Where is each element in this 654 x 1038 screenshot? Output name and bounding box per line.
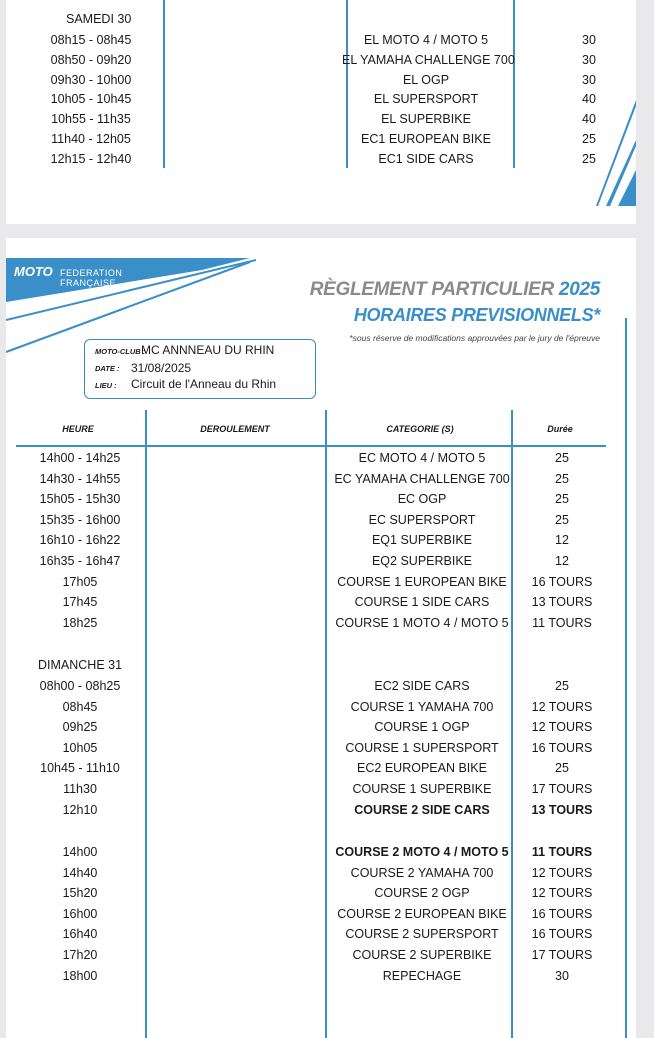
cell-time: 16h40 — [62, 927, 98, 942]
day-label: SAMEDI 30 — [66, 12, 132, 26]
cell-time: 17h05 — [62, 574, 98, 589]
cell-time: 15h20 — [62, 886, 98, 901]
cell-time: 18h25 — [62, 615, 98, 630]
cell-time: 16h35 - 16h47 — [39, 554, 121, 568]
cell-category: EL MOTO 4 / MOTO 5 — [363, 33, 489, 47]
cell-category: EL SUPERBIKE — [381, 112, 471, 127]
cell-time: 15h05 - 15h30 — [39, 492, 121, 507]
date-label: DATE : — [95, 364, 120, 373]
cell-time: 12h10 — [62, 802, 98, 817]
cell-duration: 30 — [582, 52, 596, 67]
cell-time: 08h15 - 08h45 — [50, 33, 132, 47]
cell-category: EC1 SIDE CARS — [378, 151, 474, 166]
date-value: 31/08/2025 — [131, 361, 192, 375]
cell-duration: 13 TOURS — [531, 802, 593, 817]
table-row — [0, 907, 630, 927]
day-label: DIMANCHE 31 — [38, 658, 123, 672]
table-row — [0, 679, 630, 699]
club-label: MOTO-CLUB : — [95, 347, 146, 356]
cell-category: EQ2 SUPERBIKE — [371, 554, 473, 568]
federation-line-2: FRANÇAISE — [60, 278, 117, 288]
cell-duration: 17 TOURS — [531, 948, 593, 962]
cell-category: COURSE 1 YAMAHA 700 — [350, 699, 494, 714]
table-row — [0, 845, 630, 865]
cell-time: 14h00 — [62, 845, 98, 859]
table-row — [0, 554, 630, 574]
table-row — [6, 152, 636, 172]
cell-duration: 16 TOURS — [531, 927, 593, 942]
table-row — [0, 472, 630, 492]
cell-time: 09h25 — [62, 720, 98, 735]
cell-duration: 25 — [555, 471, 569, 486]
cell-category: EL OGP — [402, 72, 450, 87]
cell-duration: 25 — [555, 512, 569, 527]
cell-duration: 12 TOURS — [531, 699, 593, 714]
cell-time: 14h40 — [62, 865, 98, 880]
cell-category: COURSE 1 EUROPEAN BIKE — [337, 574, 507, 589]
table-row — [6, 73, 636, 93]
cell-duration: 13 TOURS — [531, 595, 593, 610]
cell-duration: 25 — [555, 451, 569, 465]
cell-category: EC MOTO 4 / MOTO 5 — [358, 451, 486, 465]
cell-duration: 12 — [555, 554, 569, 568]
table-row — [0, 575, 630, 595]
title-year: 2025 — [558, 279, 600, 300]
cell-duration: 40 — [582, 92, 596, 107]
table-row — [0, 700, 630, 720]
cell-duration: 16 TOURS — [531, 574, 593, 589]
cell-category: EL YAMAHA CHALLENGE 700 — [342, 52, 515, 67]
cell-time: 10h45 - 11h10 — [40, 761, 120, 776]
corner-decoration-icon — [596, 100, 636, 210]
cell-category: EC1 EUROPEAN BIKE — [361, 132, 491, 146]
cell-duration: 25 — [582, 132, 596, 146]
cell-duration: 17 TOURS — [531, 782, 593, 796]
cell-category: COURSE 1 SUPERBIKE — [352, 782, 492, 796]
table-row — [0, 741, 630, 761]
cell-time: 10h05 - 10h45 — [50, 92, 132, 107]
cell-category: COURSE 2 MOTO 4 / MOTO 5 — [335, 845, 509, 859]
cell-duration: 40 — [582, 112, 596, 127]
cell-time: 08h50 - 09h20 — [50, 52, 132, 67]
cell-duration: 30 — [582, 33, 596, 47]
column-header-time: HEURE — [62, 424, 94, 434]
cell-duration: 25 — [555, 761, 569, 776]
cell-category: COURSE 2 YAMAHA 700 — [350, 865, 494, 880]
cell-duration: 11 TOURS — [532, 615, 592, 630]
table-row — [0, 492, 630, 512]
club-value: MC ANNNEAU DU RHIN — [141, 343, 275, 357]
cell-duration: 16 TOURS — [531, 740, 593, 755]
table-row — [0, 969, 630, 989]
cell-time: 14h00 - 14h25 — [39, 451, 121, 465]
table-row — [6, 92, 636, 112]
cell-duration: 16 TOURS — [531, 906, 593, 921]
place-label: LIEU : — [95, 381, 117, 390]
table-row — [6, 112, 636, 132]
cell-category: COURSE 2 OGP — [374, 886, 470, 901]
cell-duration: 12 TOURS — [531, 720, 593, 735]
table-row — [0, 782, 630, 802]
cell-duration: 30 — [582, 72, 596, 87]
cell-category: EC2 SIDE CARS — [374, 679, 470, 693]
table-row — [0, 927, 630, 947]
cell-category: COURSE 2 SUPERBIKE — [352, 948, 492, 962]
column-header-program: DEROULEMENT — [200, 424, 270, 434]
cell-time: 17h45 — [62, 595, 98, 610]
table-row — [0, 761, 630, 781]
cell-duration: 25 — [555, 492, 569, 507]
table-row — [0, 803, 630, 823]
cell-time: 09h30 - 10h00 — [50, 72, 132, 87]
cell-time: 17h20 — [62, 948, 98, 962]
cell-time: 18h00 — [62, 968, 98, 983]
cell-category: EL SUPERSPORT — [373, 92, 479, 107]
cell-category: EC2 EUROPEAN BIKE — [357, 761, 487, 776]
schedule-page-previous — [6, 0, 636, 224]
cell-category: EC YAMAHA CHALLENGE 700 — [334, 471, 510, 486]
cell-time: 14h30 - 14h55 — [39, 471, 121, 486]
cell-category: COURSE 1 SIDE CARS — [354, 595, 490, 610]
table-row — [0, 866, 630, 886]
header-underline — [16, 445, 606, 447]
cell-time: 08h45 — [62, 699, 98, 714]
cell-time: 10h55 - 11h35 — [51, 112, 131, 127]
cell-category: EQ1 SUPERBIKE — [371, 533, 473, 548]
table-row — [0, 886, 630, 906]
federation-line-1: FEDERATION — [60, 268, 123, 278]
cell-time: 16h10 - 16h22 — [39, 533, 121, 548]
cell-duration: 11 TOURS — [531, 845, 593, 859]
cell-time: 15h35 - 16h00 — [39, 512, 121, 527]
cell-category: COURSE 1 MOTO 4 / MOTO 5 — [335, 615, 509, 630]
cell-time: 10h05 — [62, 740, 98, 755]
cell-duration: 30 — [555, 968, 569, 983]
page-title — [310, 279, 600, 301]
cell-duration: 12 TOURS — [531, 886, 593, 901]
table-row — [0, 451, 630, 471]
cell-time: 11h40 - 12h05 — [51, 132, 131, 146]
table-row — [6, 132, 636, 152]
cell-time: 16h00 — [62, 906, 98, 921]
table-row — [6, 33, 636, 53]
table-row — [0, 720, 630, 740]
cell-duration: 12 — [555, 533, 569, 548]
cell-category: COURSE 2 EUROPEAN BIKE — [337, 906, 507, 921]
table-row — [0, 616, 630, 636]
table-row — [0, 948, 630, 968]
table-row — [0, 533, 630, 553]
disclaimer-note: *sous réserve de modifications approuvées par le jury de l'épreuve — [349, 333, 600, 343]
cell-time: 11h30 — [63, 782, 97, 796]
cell-time: 12h15 - 12h40 — [50, 151, 132, 166]
column-header-duration: Durée — [547, 424, 573, 434]
page-subtitle: HORAIRES PREVISIONNELS* — [353, 305, 600, 325]
cell-category: COURSE 2 SIDE CARS — [354, 802, 490, 817]
cell-category: EC OGP — [397, 492, 447, 507]
table-row — [0, 595, 630, 615]
cell-duration: 25 — [555, 679, 569, 693]
title-text: RÈGLEMENT PARTICULIER — [309, 279, 554, 300]
cell-duration: 12 TOURS — [531, 865, 593, 880]
ffm-logo: MOTO — [14, 264, 53, 279]
table-row — [6, 53, 636, 73]
cell-time: 08h00 - 08h25 — [39, 679, 121, 693]
cell-category: COURSE 1 SUPERSPORT — [345, 740, 499, 755]
cell-duration: 25 — [582, 151, 596, 166]
column-header-category: CATEGORIE (S) — [386, 424, 454, 434]
cell-category: EC SUPERSPORT — [368, 512, 476, 527]
cell-category: REPECHAGE — [382, 968, 462, 983]
table-row — [0, 513, 630, 533]
cell-category: COURSE 2 SUPERSPORT — [345, 927, 499, 942]
cell-category: COURSE 1 OGP — [374, 720, 470, 735]
federation-name — [60, 268, 122, 288]
place-value: Circuit de l'Anneau du Rhin — [131, 377, 277, 391]
